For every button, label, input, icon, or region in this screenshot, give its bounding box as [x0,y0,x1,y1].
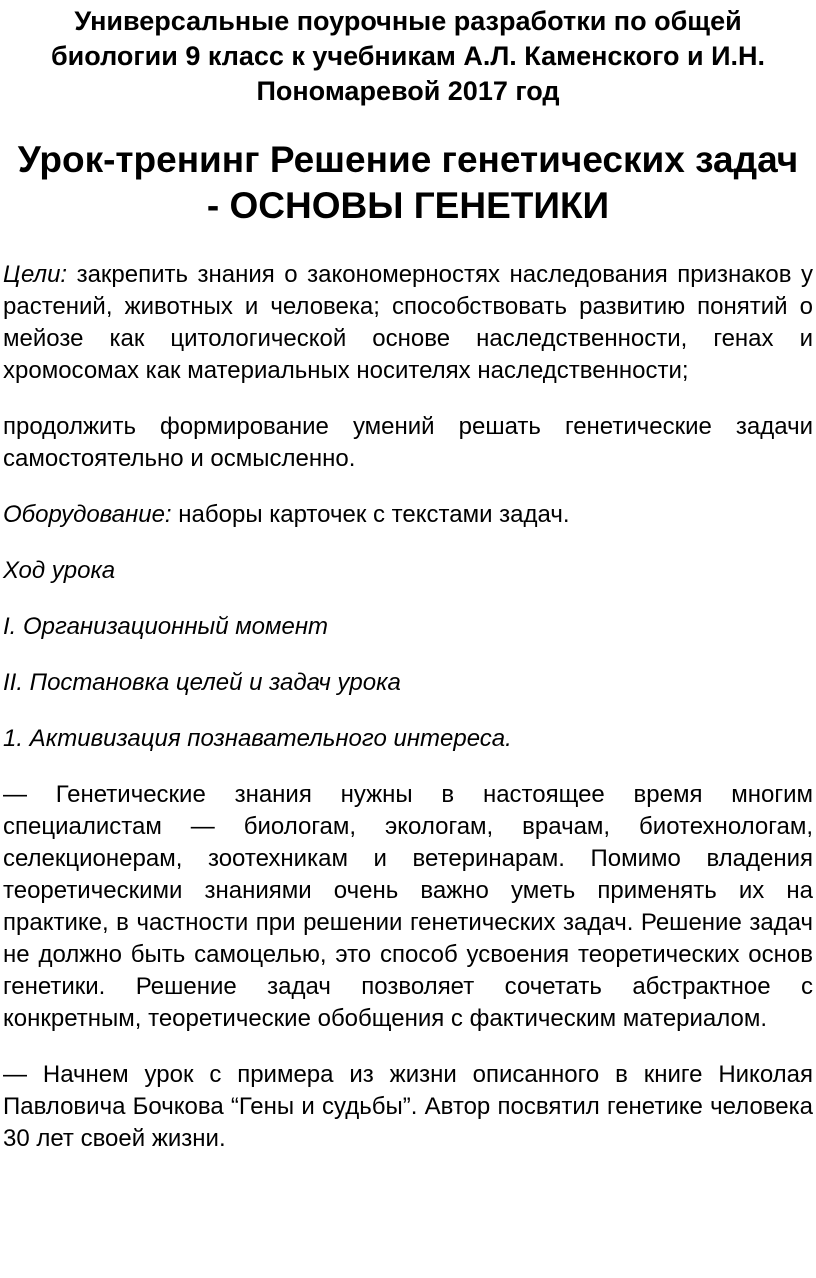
subsection-interest-heading: 1. Активизация познавательного интереса. [3,725,512,752]
section-organizational-heading: I. Организационный момент [3,613,329,640]
lesson-title: Урок-тренинг Решение генетических задач - ОСНОВЫ ГЕНЕТИКИ [17,139,799,226]
goals-continued-paragraph: продолжить формирование умений решать генетические задачи самостоятельно и осмысленно. [3,413,813,472]
section-goals-heading: II. Постановка целей и задач урока [3,669,401,696]
equipment-label: Оборудование: [3,501,172,528]
equipment-text: наборы карточек с текстами задач. [171,501,570,528]
document-page [3,0,813,1155]
lesson-progress-heading: Ход урока [3,557,116,584]
goals-paragraph [3,259,813,387]
equipment-paragraph [3,499,813,531]
document-header-title: Универсальные поурочные разработки по общей биологии 9 класс к учебникам А.Л. Каменского и И.Н. Пономаревой 2017 год [51,6,765,106]
goals-text: закрепить знания о закономерностях наследования признаков у растений, животных и человека; способствовать развитию понятий о мейозе как цитологической основе наследственности, генах и хромосомах как материальных носителях наследственности; [3,261,813,384]
goals-label: Цели: [3,261,68,288]
genetics-knowledge-paragraph: — Генетические знания нужны в настоящее время многим специалистам — биологам, экологам, врачам, биотехнологам, селекционерам, зоотехникам и ветеринарам. Помимо владения теоретическими знаниями очень важно уметь применять их на практике, в частности при решении генетических задач. Решение задач не должно быть самоцелью, это способ усвоения теоретических основ генетики. Решение задач позволяет сочетать абстрактное с конкретным, теоретические обобщения с фактическим материалом. [3,781,813,1032]
book-example-paragraph: — Начнем урок с примера из жизни описанного в книге Николая Павловича Бочкова “Гены и судьбы”. Автор посвятил генетике человека 30 лет своей жизни. [3,1061,813,1152]
